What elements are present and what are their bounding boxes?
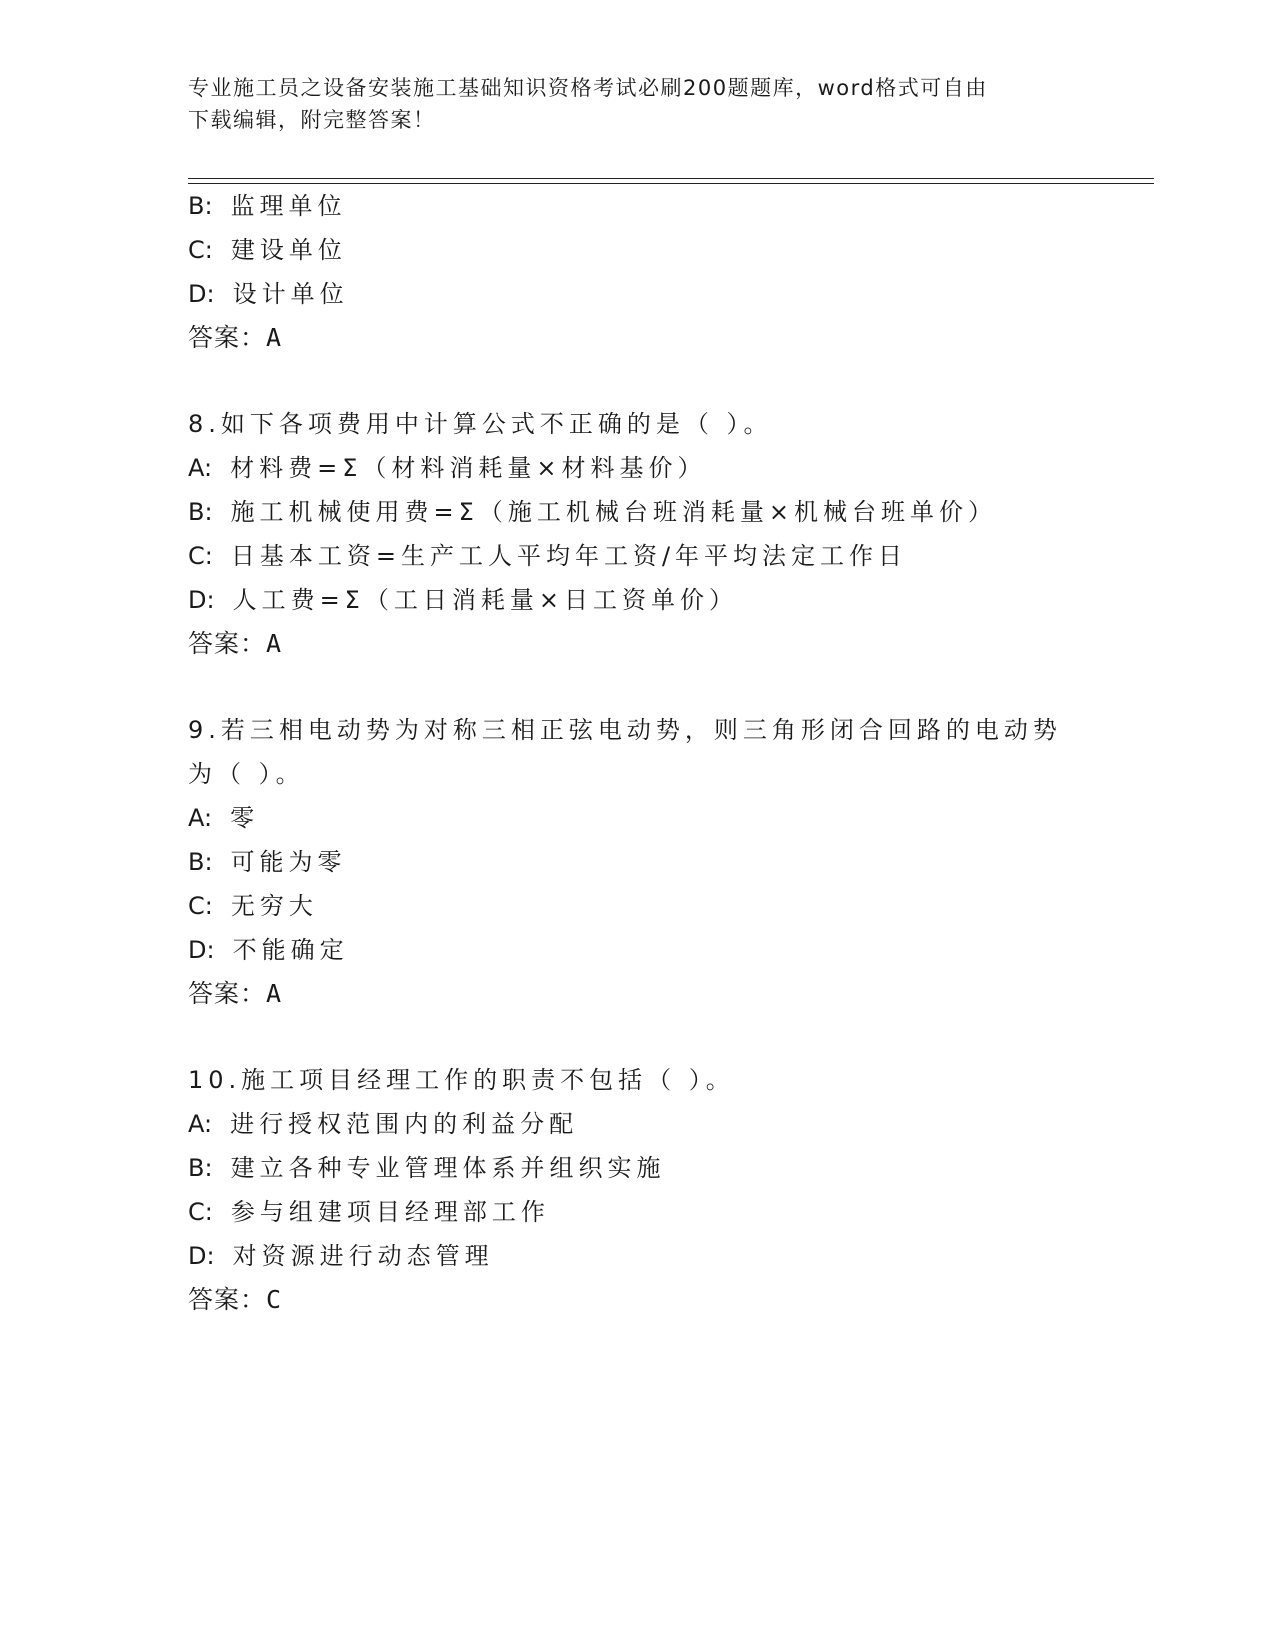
option-label: C: (188, 542, 213, 570)
option-label: D: (188, 280, 215, 308)
question-stem: 9.若三相电动势为对称三相正弦电动势，则三角形闭合回路的电动势 (188, 716, 1062, 744)
option-label: D: (188, 1242, 215, 1270)
option-text: 施工机械使用费=Σ（施工机械台班消耗量×机械台班单价） (230, 498, 997, 526)
header-divider-top (188, 178, 1154, 179)
answer-line (188, 628, 281, 660)
option-b (188, 1152, 666, 1184)
option-a (188, 452, 706, 484)
option-text: 无穷大 (230, 892, 318, 920)
option-a (188, 1108, 578, 1140)
option-label: A: (188, 804, 213, 832)
option-d (188, 934, 349, 966)
header-title-line-1: 专业施工员之设备安装施工基础知识资格考试必刷200题题库，word格式可自由 (188, 76, 988, 100)
answer-label: 答案： (188, 323, 267, 352)
answer-label: 答案： (188, 1285, 267, 1314)
option-d (188, 584, 738, 616)
header-divider-bottom (188, 183, 1154, 184)
answer-value: A (266, 323, 282, 352)
answer-label: 答案： (188, 629, 267, 658)
option-text: 进行授权范围内的利益分配 (230, 1110, 579, 1138)
option-label: B: (188, 1154, 213, 1182)
answer-label: 答案： (188, 979, 267, 1008)
option-b (188, 496, 997, 528)
option-label: A: (188, 1110, 213, 1138)
answer-line (188, 322, 281, 354)
answer-line (188, 1284, 281, 1316)
option-label: D: (188, 936, 215, 964)
option-a (188, 802, 259, 834)
option-text: 参与组建项目经理部工作 (230, 1198, 550, 1226)
option-text: 日基本工资=生产工人平均年工资/年平均法定工作日 (230, 542, 908, 570)
option-d (188, 1240, 494, 1272)
option-label: C: (188, 236, 213, 264)
option-b (188, 846, 347, 878)
question-stem: 10.施工项目经理工作的职责不包括（ ）。 (188, 1066, 735, 1094)
option-c (188, 1196, 550, 1228)
option-c (188, 890, 318, 922)
option-d (188, 278, 349, 310)
answer-line (188, 978, 281, 1010)
answer-value: A (266, 979, 282, 1008)
option-text: 建设单位 (230, 236, 347, 264)
option-text: 零 (230, 804, 260, 832)
header-title-line-2: 下载编辑，附完整答案！ (188, 108, 436, 132)
option-c (188, 234, 347, 266)
answer-value: C (266, 1285, 282, 1314)
option-text: 对资源进行动态管理 (232, 1242, 494, 1270)
option-label: B: (188, 848, 213, 876)
option-text: 建立各种专业管理体系并组织实施 (230, 1154, 666, 1182)
option-text: 监理单位 (230, 192, 347, 220)
option-text: 材料费=Σ（材料消耗量×材料基价） (230, 454, 707, 482)
option-label: B: (188, 498, 213, 526)
option-text: 不能确定 (232, 936, 349, 964)
option-text: 设计单位 (232, 280, 349, 308)
option-label: D: (188, 586, 215, 614)
option-b (188, 190, 347, 222)
option-label: C: (188, 1198, 213, 1226)
answer-value: A (266, 629, 282, 658)
option-text: 人工费=Σ（工日消耗量×日工资单价） (232, 586, 738, 614)
option-label: B: (188, 192, 213, 220)
question-stem: 8.如下各项费用中计算公式不正确的是（ ）。 (188, 410, 773, 438)
option-label: A: (188, 454, 213, 482)
option-label: C: (188, 892, 213, 920)
document-header (188, 72, 1068, 136)
option-c (188, 540, 907, 572)
question-stem-continued: 为（ ）。 (188, 760, 305, 788)
option-text: 可能为零 (230, 848, 347, 876)
